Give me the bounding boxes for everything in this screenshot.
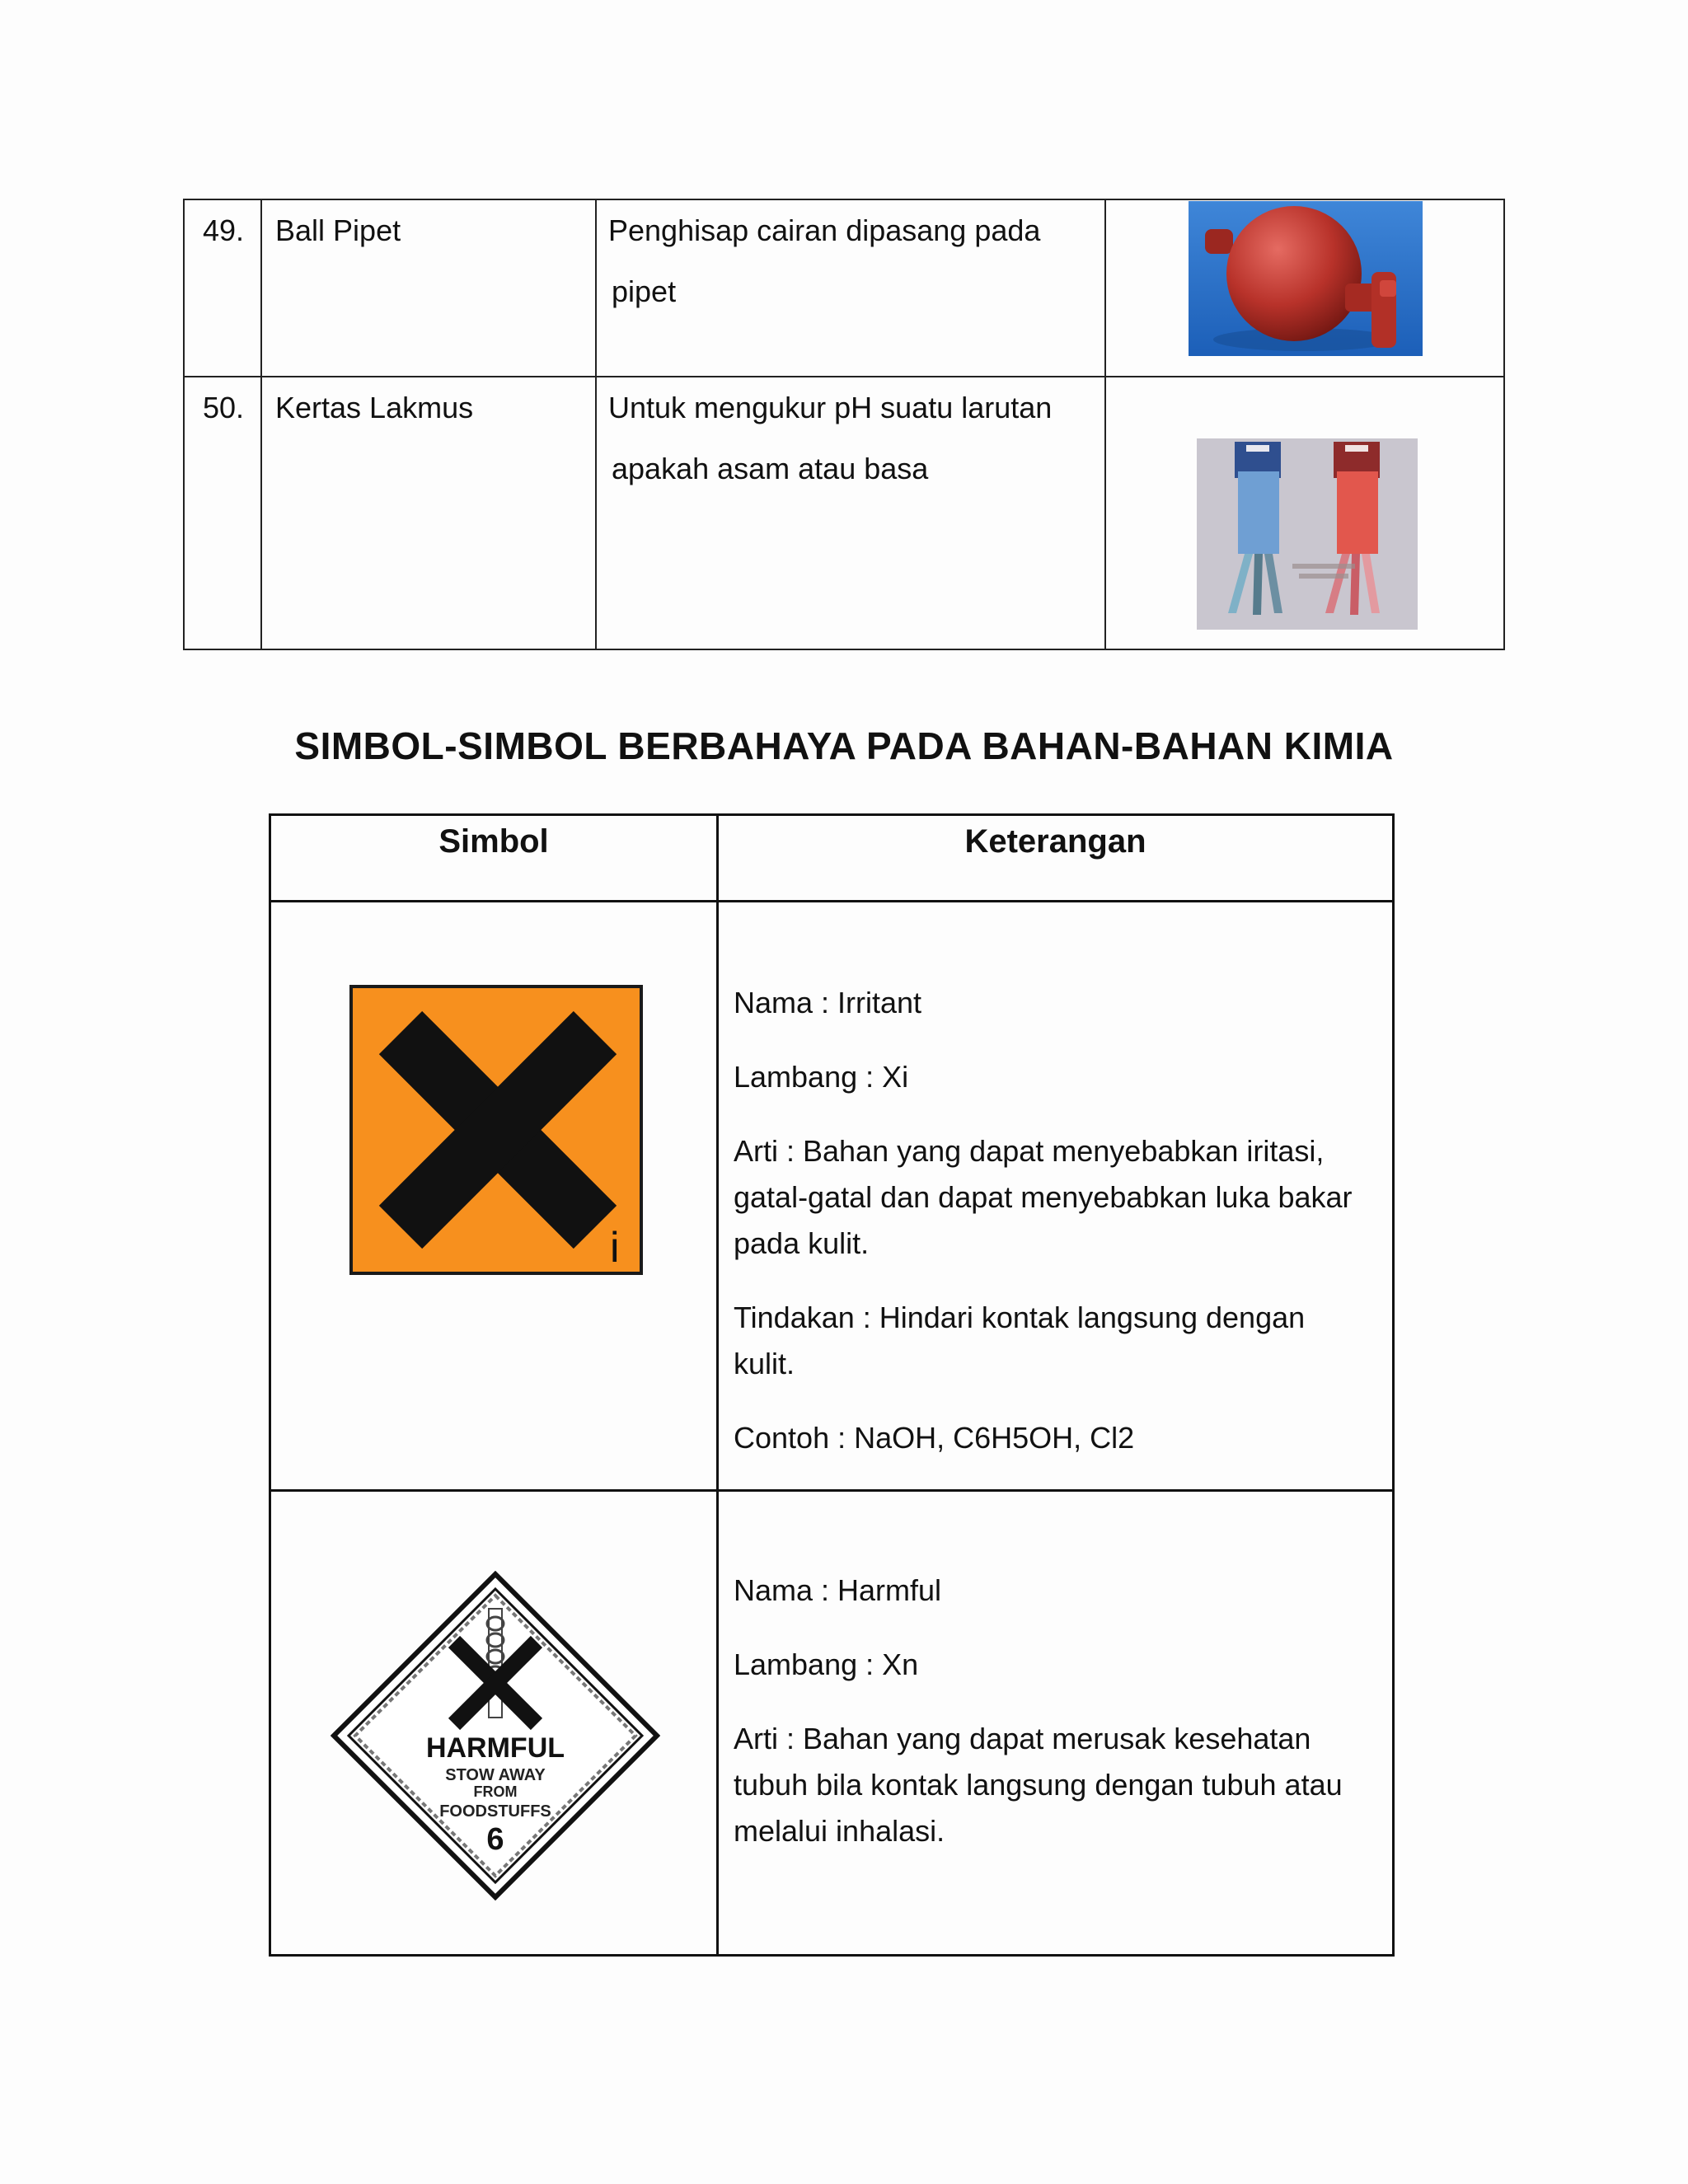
symbol-example: Contoh : NaOH, C6H5OH, Cl2 [734,1421,1135,1455]
section-title: SIMBOL-SIMBOL BERBAHAYA PADA BAHAN-BAHAN KIMIA [294,724,1394,767]
column-header-keterangan: Keterangan [718,815,1394,902]
harmful-stow-label: STOW AWAY [445,1766,546,1784]
table-row [270,1491,1394,1956]
harmful-from-label: FROM [473,1783,518,1800]
symbol-cell [270,902,718,1491]
irritant-letter: i [610,1224,620,1272]
tool-name: Kertas Lakmus [261,377,596,649]
table-row [270,902,1394,1491]
meaning-line: tubuh bila kontak langsung dengan tubuh atau [734,1768,1343,1802]
litmus-paper-image [1197,438,1418,630]
description-line: Untuk mengukur pH suatu larutan [608,391,1053,424]
table-row [184,199,1504,377]
table-row [184,377,1504,649]
symbol-meaning [734,1128,1377,1267]
harmful-foodstuffs-label: FOODSTUFFS [439,1802,551,1821]
meaning-line: pada kulit. [734,1226,870,1260]
meaning-line: Arti : Bahan yang dapat menyebabkan iritasi, [734,1134,1325,1168]
irritant-x-icon [349,985,643,1275]
action-line: Tindakan : Hindari kontak langsung dengan [734,1301,1306,1334]
tool-image-cell [1105,377,1504,649]
tool-image-cell [1105,199,1504,377]
lab-tools-table [183,199,1505,650]
tool-name: Ball Pipet [261,199,596,377]
symbol-meaning [734,1716,1377,1854]
tool-description [596,377,1105,649]
table-header-row [270,815,1394,902]
action-line: kulit. [734,1347,795,1380]
symbol-name: Nama : Harmful [734,1573,942,1607]
meaning-line: melalui inhalasi. [734,1814,945,1848]
meaning-line: Arti : Bahan yang dapat merusak kesehatan [734,1722,1311,1755]
symbol-code: Lambang : Xi [734,1060,909,1094]
harmful-diamond-icon [331,1571,660,1900]
symbol-cell [270,1491,718,1956]
symbol-description [718,1491,1394,1956]
hazard-symbols-table [269,813,1395,1957]
description-line: Penghisap cairan dipasang pada [608,213,1041,247]
description-line: pipet [612,274,677,308]
symbol-action [734,1295,1377,1387]
row-number: 49. [184,199,261,377]
tool-description [596,199,1105,377]
pipette-bulb-image [1189,201,1423,356]
column-header-simbol: Simbol [270,815,718,902]
meaning-line: gatal-gatal dan dapat menyebabkan luka bakar [734,1180,1353,1214]
row-number: 50. [184,377,261,649]
description-line: apakah asam atau basa [612,452,929,485]
symbol-description [718,902,1394,1491]
harmful-label: HARMFUL [425,1732,565,1764]
symbol-name: Nama : Irritant [734,986,922,1019]
symbol-code: Lambang : Xn [734,1647,919,1681]
harmful-class-number: 6 [486,1822,504,1857]
